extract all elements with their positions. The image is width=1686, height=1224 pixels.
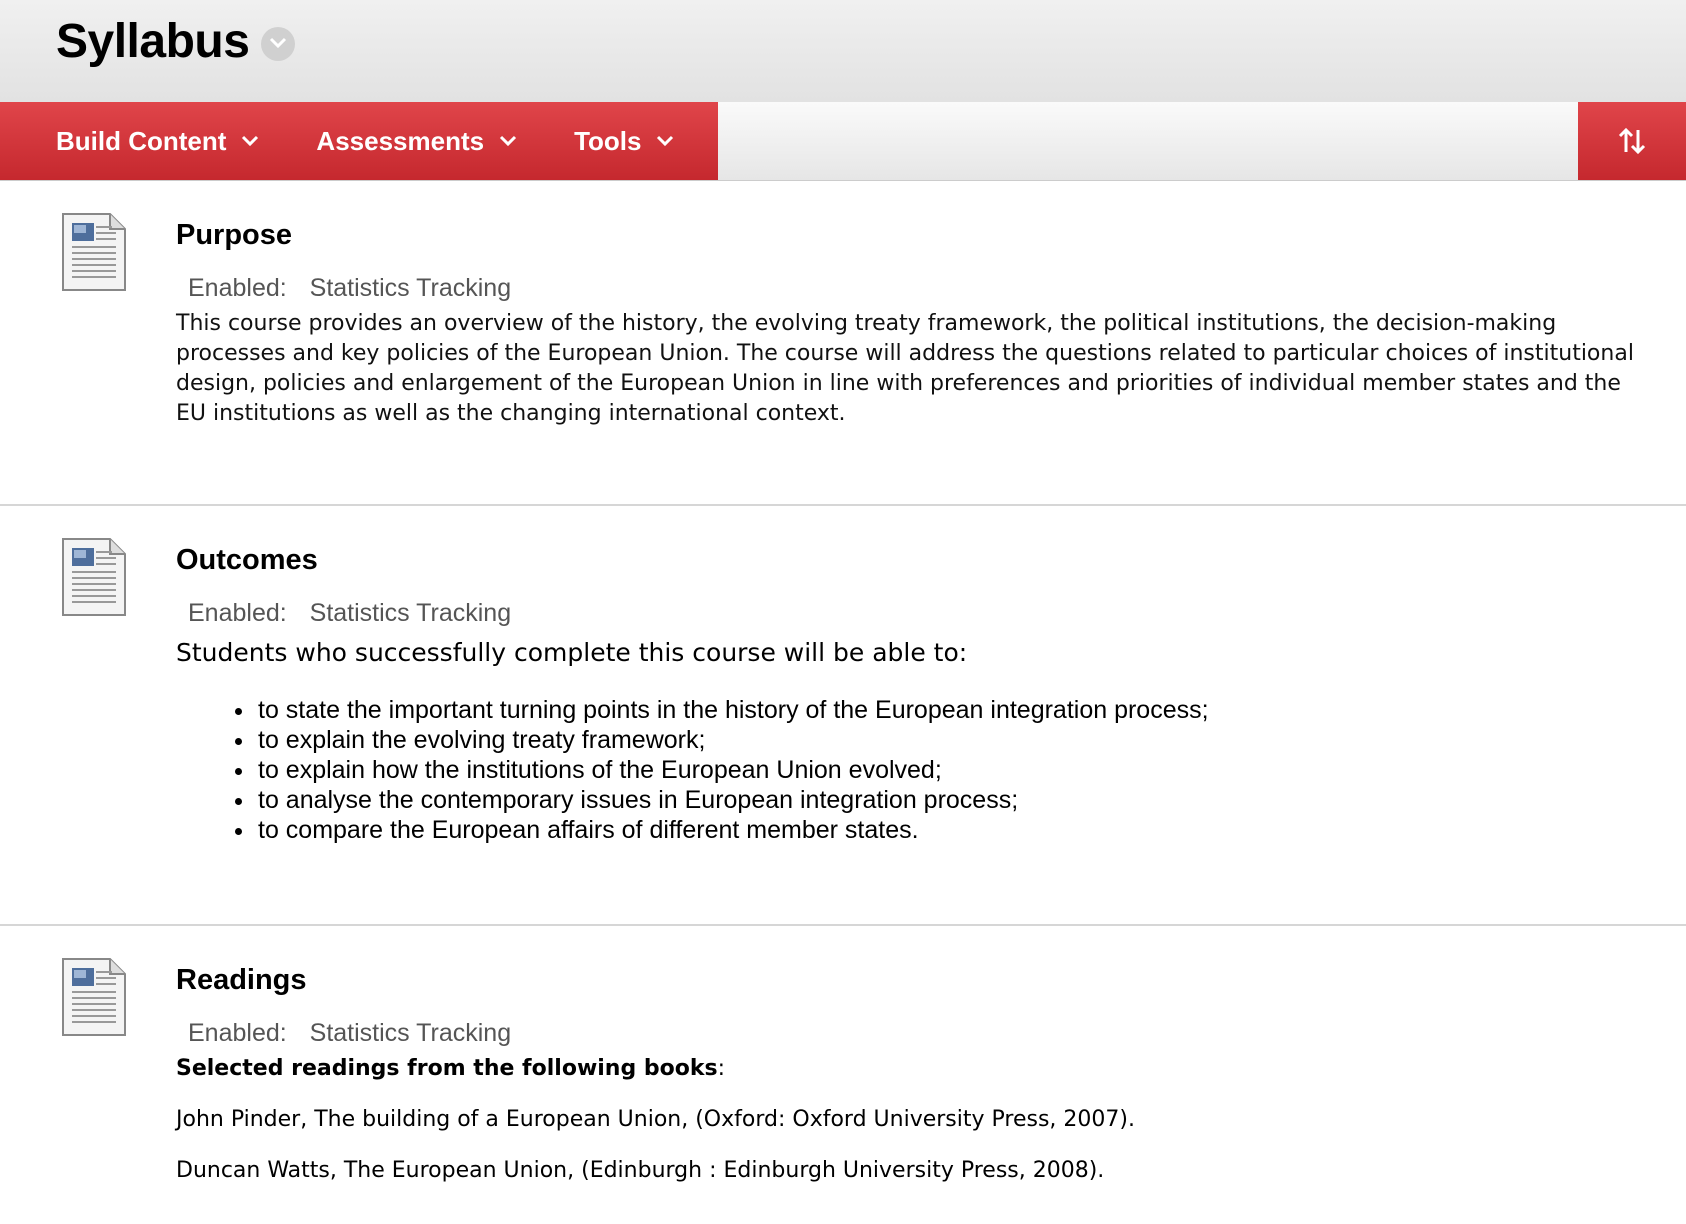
content-item-outcomes [0,506,1686,926]
item-options [188,1019,1638,1048]
content-item-readings [0,926,1686,1183]
item-options [188,599,1638,628]
list-item: • to explain how the institutions of the European Union evolved; [256,755,1638,785]
sort-arrows-icon [1617,126,1647,156]
page-options-menu-icon[interactable] [261,27,295,61]
book-citation: Duncan Watts, The European Union, (Edinburgh : Edinburgh University Press, 2008). [176,1158,1105,1183]
document-icon [62,213,126,291]
enabled-value: Statistics Tracking [309,599,512,627]
list-item: • to analyse the contemporary issues in European integration process; [256,785,1638,815]
list-item: • to state the important turning points in the history of the European integration process; [256,695,1638,725]
outcomes-lead: Students who successfully complete this course will be able to: [176,638,968,667]
reorder-button[interactable] [1578,102,1686,180]
chevron-down-icon [240,134,260,148]
outcomes-list [176,695,1638,845]
chevron-down-icon [655,134,675,148]
assessments-label: Assessments [316,125,485,156]
readings-heading-bold: Selected readings from the following books [176,1056,718,1081]
readings-heading [176,1056,1638,1081]
enabled-value: Statistics Tracking [309,274,512,302]
item-title-outcomes[interactable]: Outcomes [176,544,318,576]
enabled-label: Enabled: [188,1019,287,1047]
tools-label: Tools [574,125,642,156]
item-description: This course provides an overview of the history, the evolving treaty framework, the political institutions, the decision-making processes and key policies of the European Union. The course will address the questions related to particular choices of institutional design, policies and enlargement of the European Union in line with preferences and priorities of individual member states and the EU institutions as well as the changing international context. [176,311,1634,426]
item-options [188,274,1638,303]
list-item: • to explain the evolving treaty framework; [256,725,1638,755]
enabled-label: Enabled: [188,599,287,627]
chevron-down-icon [498,134,518,148]
page-title-text: Syllabus [56,15,250,68]
list-item: • to compare the European affairs of different member states. [256,815,1638,845]
build-content-menu[interactable] [0,102,288,180]
build-content-label: Build Content [56,125,227,156]
content-item-purpose [0,181,1686,506]
item-title-purpose[interactable]: Purpose [176,219,293,251]
assessments-menu[interactable] [288,102,546,180]
enabled-value: Statistics Tracking [309,1019,512,1047]
readings-heading-suffix: : [717,1056,725,1081]
action-bar-menus [0,102,718,180]
enabled-label: Enabled: [188,274,287,302]
document-icon [62,958,126,1036]
tools-menu[interactable] [546,102,703,180]
page-header [0,0,1686,102]
page-title [56,14,295,69]
book-citation: John Pinder, The building of a European Union, (Oxford: Oxford University Press, 2007). [176,1107,1135,1132]
item-title-readings[interactable]: Readings [176,964,307,996]
action-bar [0,102,1686,181]
document-icon [62,538,126,616]
